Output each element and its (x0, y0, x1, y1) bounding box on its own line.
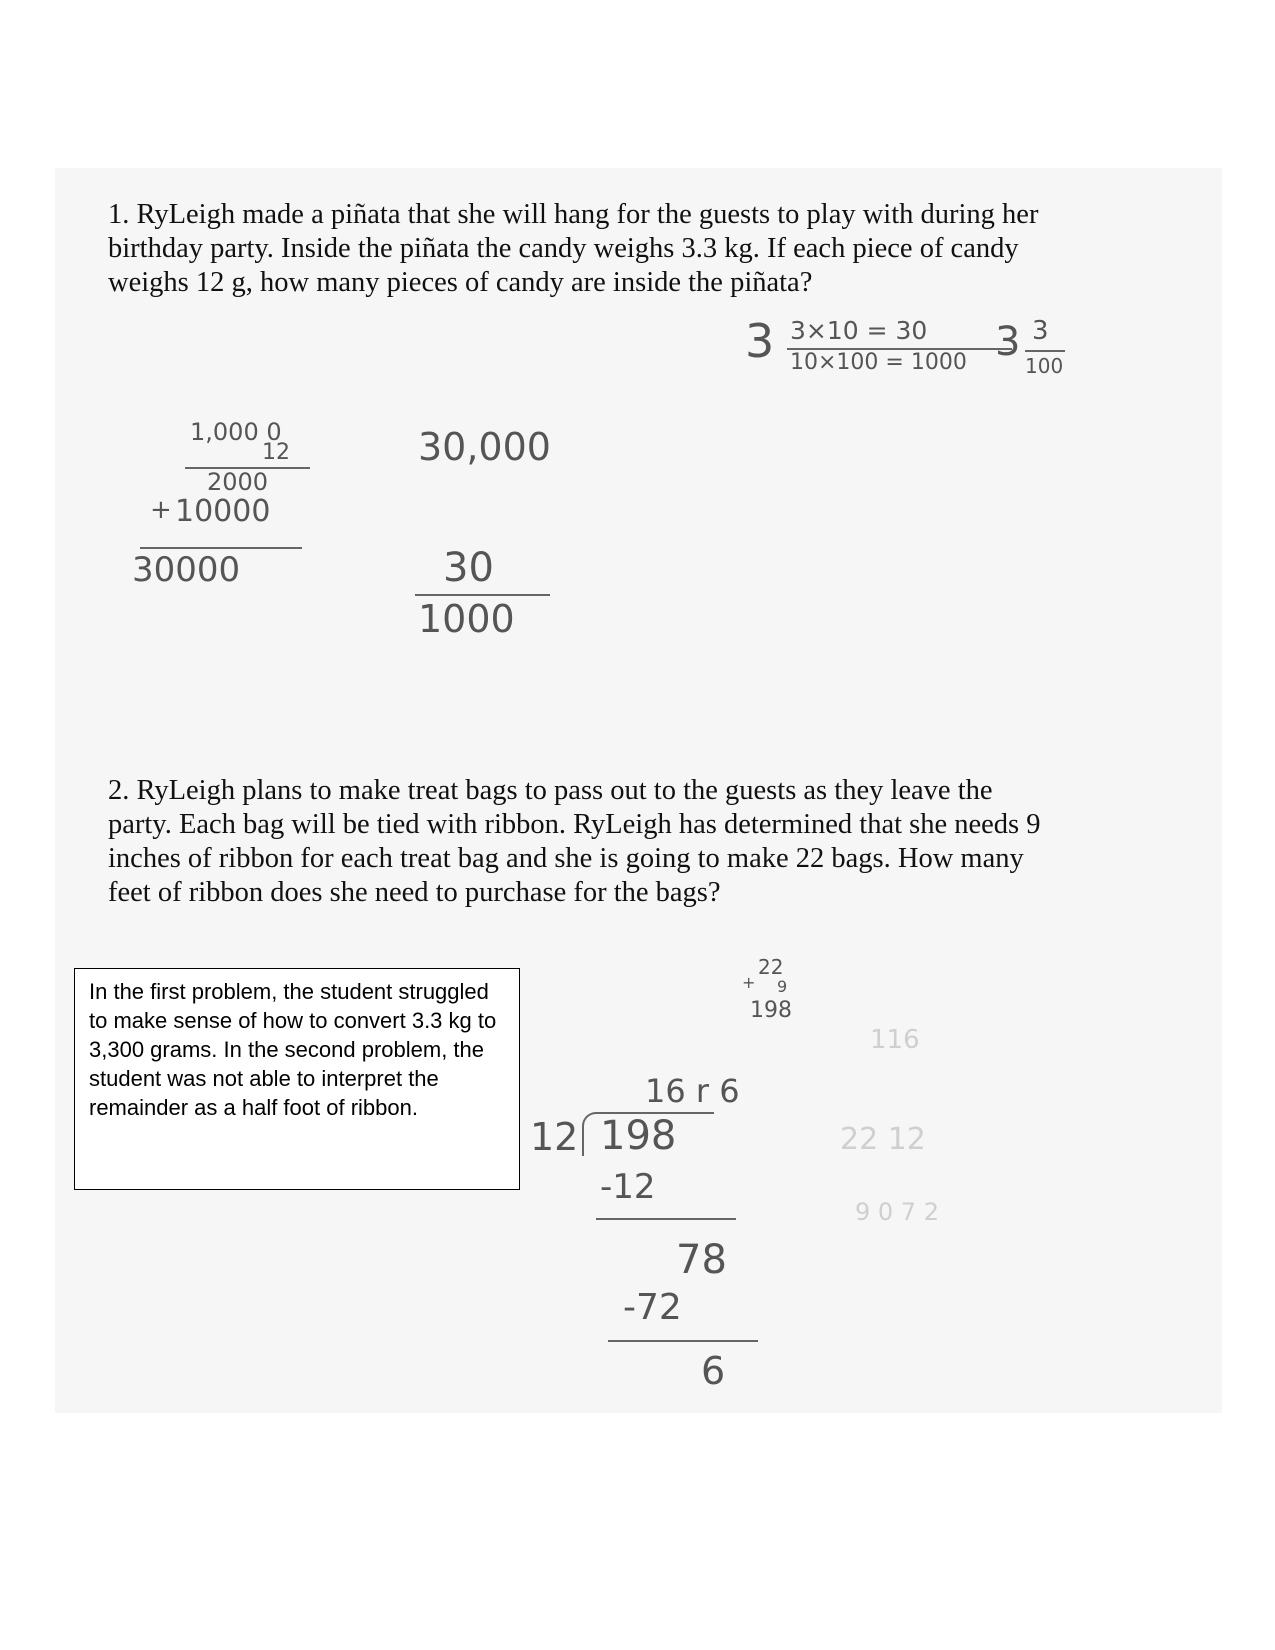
problem-2-line: feet of ribbon does she need to purchase for the bags? (108, 877, 721, 908)
handwritten-fraction-denominator: 1000 (418, 597, 515, 641)
problem-1-line: weighs 12 g, how many pieces of candy are inside the piñata? (108, 267, 813, 298)
handwritten-whole-3: 3 (995, 319, 1021, 365)
handwritten-numerator-equation: 3×10 = 30 (790, 316, 928, 345)
handwritten-addend: 9 (777, 977, 788, 996)
handwritten-product: 30000 (132, 550, 241, 590)
handwritten-underline (596, 1218, 736, 1220)
handwritten-subtraction: -72 (623, 1287, 682, 1328)
problem-2-text (108, 774, 1041, 910)
handwritten-quotient: 16 r 6 (645, 1072, 740, 1110)
handwritten-addend: 22 (758, 955, 784, 979)
handwritten-remainder-step: 78 (676, 1237, 727, 1283)
problem-1-line: 1. RyLeigh made a piñata that she will hang for the guests to play with during her (108, 199, 1039, 230)
problem-2-line: 2. RyLeigh plans to make treat bags to pass out to the guests as they leave the (108, 775, 993, 806)
handwritten-fraction-bar (1025, 350, 1065, 352)
handwritten-subtraction: -12 (600, 1167, 656, 1207)
handwritten-plus-sign: + (742, 973, 756, 992)
handwritten-plus-sign: + (150, 495, 172, 525)
handwritten-underline (140, 547, 302, 549)
handwritten-divisor: 12 (530, 1115, 579, 1159)
problem-2-line: inches of ribbon for each treat bag and she is going to make 22 bags. How many (108, 843, 1024, 874)
handwritten-multiplier: 12 (262, 440, 290, 465)
teacher-note-box (74, 968, 520, 1190)
handwritten-partial-product: 2000 (207, 468, 269, 496)
erased-handwriting: 22 12 (840, 1122, 926, 1157)
handwritten-fraction-numerator: 30 (443, 545, 494, 591)
handwritten-whole-3: 3 (745, 314, 775, 368)
handwritten-30000: 30,000 (418, 425, 551, 469)
handwritten-fraction-numerator: 3 (1032, 316, 1049, 346)
handwritten-underline (608, 1340, 758, 1342)
problem-1-text (108, 198, 1038, 300)
problem-1-line: birthday party. Inside the piñata the candy weighs 3.3 kg. If each piece of candy (108, 233, 1019, 264)
teacher-note-text: In the first problem, the student struggled to make sense of how to convert 3.3 kg to 3,300 grams. In the second problem, the student was not able to interpret the remainder as a half foot of ribbon. (89, 979, 497, 1120)
handwritten-partial-product: 10000 (175, 494, 271, 529)
problem-2-line: party. Each bag will be tied with ribbon. RyLeigh has determined that she needs 9 (108, 809, 1041, 840)
handwritten-denominator-equation: 10×100 = 1000 (790, 350, 967, 375)
erased-handwriting: 9 0 7 2 (855, 1198, 939, 1226)
handwritten-dividend: 198 (600, 1113, 677, 1159)
handwritten-multiplicand: 1,000 0 (190, 418, 282, 446)
handwritten-remainder: 6 (701, 1349, 726, 1393)
handwritten-fraction-denominator: 100 (1025, 354, 1064, 378)
erased-handwriting: 116 (870, 1025, 920, 1055)
handwritten-sum: 198 (750, 998, 792, 1023)
handwritten-fraction-bar (415, 594, 550, 596)
